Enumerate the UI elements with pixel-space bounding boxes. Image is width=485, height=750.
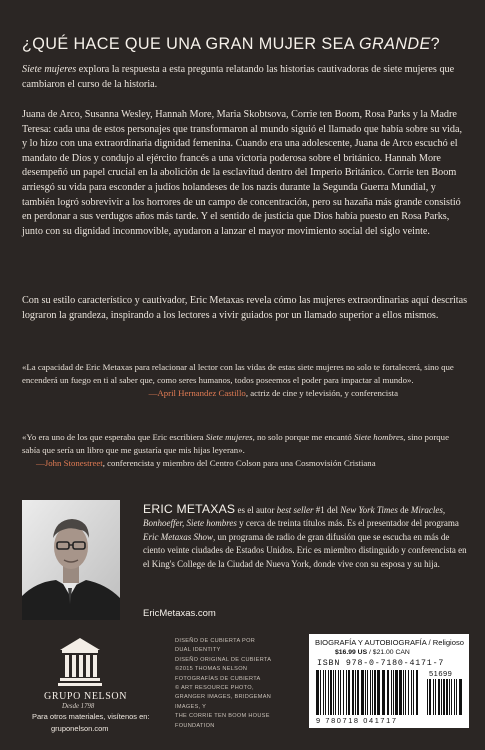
barcode-bar (370, 670, 371, 715)
barcode-bar (365, 670, 366, 715)
more-info-text: Para otros materiales, visítenos en: (32, 712, 150, 721)
credit-line: ©2015 THOMAS NELSON (175, 666, 248, 673)
cover-credits (175, 637, 295, 731)
body-paragraph: Juana de Arco, Susanna Wesley, Hannah More, Maria Skobtsova, Corrie ten Boom, Rosa Parks y la Madre Teresa: cada una de estos personajes que transformaron al mundo siguió el llamado que había sobre su vida, y lo hizo con una extraordinaria dignidad femenina. Cuando era una adolescente, Juana de Arco escuchó el mandato de Dios y condujo al ejército francés a una victoria poderosa sobre el británico. Hannah More desempeñó un papel crucial en la abolición de la esclavitud dentro del Imperio Británico. Corrie ten Boom arriesgó su vida para esconder a judíos holandeses de los nazis durante la Segunda Guerra Mundial, y también logró sobrevivir a los horrores de un campo de concentración, pero su hazaña más grande consistió en perdonar a sus verdugos años más tarde. Y el sentido de justicia que Dios había puesto en Rosa Parks, junto con su dignidad inconmovible, ayudaron a lanzar el mayor movimiento social del siglo veinte. (22, 109, 463, 237)
cover-headline: ¿QUÉ HACE QUE UNA GRAN MUJER SEA GRANDE? (22, 35, 441, 53)
barcode-bar (338, 670, 339, 715)
genre-label: BIOGRAFÍA Y AUTOBIOGRAFÍA / Religioso (315, 638, 464, 647)
credit-line: FOTOGRAFÍAS DE CUBIERTA (175, 675, 261, 682)
barcode-bar (413, 670, 414, 715)
barcode-bar (343, 670, 344, 715)
barcode-bar (372, 670, 373, 715)
barcode-bar (330, 670, 332, 715)
barcode-bar (333, 670, 334, 715)
barcode-bar (405, 670, 406, 715)
barcode-bar (443, 679, 445, 715)
endorser-name: April Hernandez Castillo (157, 388, 246, 398)
publisher-name: GRUPO NELSON (44, 691, 128, 702)
barcode-addon-number: 51699 (429, 669, 453, 678)
credit-line: DISEÑO ORIGINAL DE CUBIERTA (175, 656, 272, 663)
endorsement-quote-2 (22, 431, 468, 470)
author-name: ERIC METAXAS (143, 502, 236, 516)
barcode-bar (451, 679, 452, 715)
barcode-bar (382, 670, 385, 715)
barcode-bar (340, 670, 341, 715)
barcode-addon-bars (427, 679, 463, 715)
credit-line: © ART RESOURCE PHOTO, (175, 685, 254, 692)
barcode-bar (459, 679, 462, 715)
intro-paragraph: Siete mujeres explora la respuesta a esta pregunta relatando las historias cautivadoras de siete mujeres que cambiaron el curso de la historia. (22, 64, 455, 90)
barcode-bar (348, 670, 350, 715)
headline-emphasis: GRANDE (359, 35, 431, 53)
barcode-bar (377, 670, 380, 715)
barcode-bar (328, 670, 329, 715)
quote-text: «Yo era uno de los que esperaba que Eric escribiera Siete mujeres, no solo porque me encantó Siete hombres, sino porque sabía que sería un libro que me gustaría que mis hijas leyeran». (22, 432, 449, 455)
barcode-bar (352, 670, 354, 715)
isbn-label: ISBN 978-0-7180-4171-7 (317, 659, 445, 668)
barcode-bar (335, 670, 336, 715)
endorser-name: John Stonestreet (44, 458, 103, 468)
barcode-bar (411, 670, 412, 715)
barcode-panel (309, 634, 469, 728)
barcode-bar (438, 679, 440, 715)
barcode-bar (395, 670, 398, 715)
barcode-bar (449, 679, 450, 715)
publisher-website-link[interactable]: gruponelson.com (51, 724, 109, 733)
author-website-link[interactable]: EricMetaxas.com (143, 608, 216, 619)
barcode-bars (316, 670, 420, 715)
price-label: $16.99 US / $21.00 CAN (335, 649, 410, 656)
barcode-bar (391, 670, 392, 715)
barcode-bar (416, 670, 418, 715)
barcode-bar (374, 670, 376, 715)
barcode-bar (325, 670, 326, 715)
barcode-bar (435, 679, 436, 715)
barcode-bar (441, 679, 442, 715)
barcode-bar (367, 670, 368, 715)
credit-line: DISEÑO DE CUBIERTA POR (175, 638, 256, 644)
endorsement-quote-1 (22, 361, 468, 400)
author-bio: ERIC METAXAS es el autor best seller #1 del New York Times de Miracles, Bonhoeffer, Siete hombres y cerca de treinta títulos más. Es el presentador del programa Eric Metaxas Show, un programa de radio de gran difusión que se escucha en más de ciento veinte ciudades de Estados Unidos. Eric es miembro distinguido y conferencista en el King's College de la Ciudad de Nueva York, donde vive con su esposa y su hija. (143, 502, 467, 569)
publisher-building-icon (22, 632, 122, 692)
credit-line: DUAL IDENTITY (175, 647, 221, 654)
barcode-bar (454, 679, 455, 715)
publisher-since: Desde 1798 (62, 703, 95, 710)
quote-attribution: —April Hernandez Castillo, actriz de cine y televisión, y conferencista (148, 388, 398, 398)
barcode-bar (357, 670, 359, 715)
barcode-bar (346, 670, 347, 715)
credit-line: THE CORRIE TEN BOOM HOUSE FOUNDATION (175, 713, 270, 729)
barcode-bar (403, 670, 404, 715)
quote-text: «La capacidad de Eric Metaxas para relacionar al lector con las vidas de estas siete mujeres no solo te fortalecerá, sino que encenderá un fuego en ti al saber que, como seres humanos, todos poseemos el poder para impactar al mundo». (22, 362, 454, 385)
barcode-bar (320, 670, 321, 715)
author-photo (22, 500, 120, 620)
book-title: Siete mujeres (22, 64, 77, 75)
barcode-bar (446, 679, 448, 715)
style-paragraph: Con su estilo característico y cautivador, Eric Metaxas revela cómo las mujeres extraordinarias aquí descritas lograron la grandeza, inspirando a los lectores a vivir guiados por un llamado superior a ellos mismos. (22, 295, 468, 321)
barcode-number: 9 780718 041717 (316, 716, 398, 725)
barcode-bar (323, 670, 324, 715)
barcode-bar (355, 670, 356, 715)
quote-attribution: —John Stonestreet, conferencista y miembro del Centro Colson para una Cosmovisión Cristiana (36, 458, 376, 468)
barcode-bar (427, 679, 428, 715)
barcode-bar (399, 670, 402, 715)
author-portrait-image (22, 500, 120, 620)
barcode-bar (361, 670, 364, 715)
barcode-bar (316, 670, 319, 715)
barcode-bar (429, 679, 431, 715)
barcode-bar (456, 679, 457, 715)
credit-line: GRANGER IMAGES, BRIDGEMAN IMAGES, Y (175, 694, 272, 710)
barcode-bar (433, 679, 434, 715)
barcode-bar (393, 670, 394, 715)
barcode-bar (408, 670, 409, 715)
barcode-bar (387, 670, 389, 715)
